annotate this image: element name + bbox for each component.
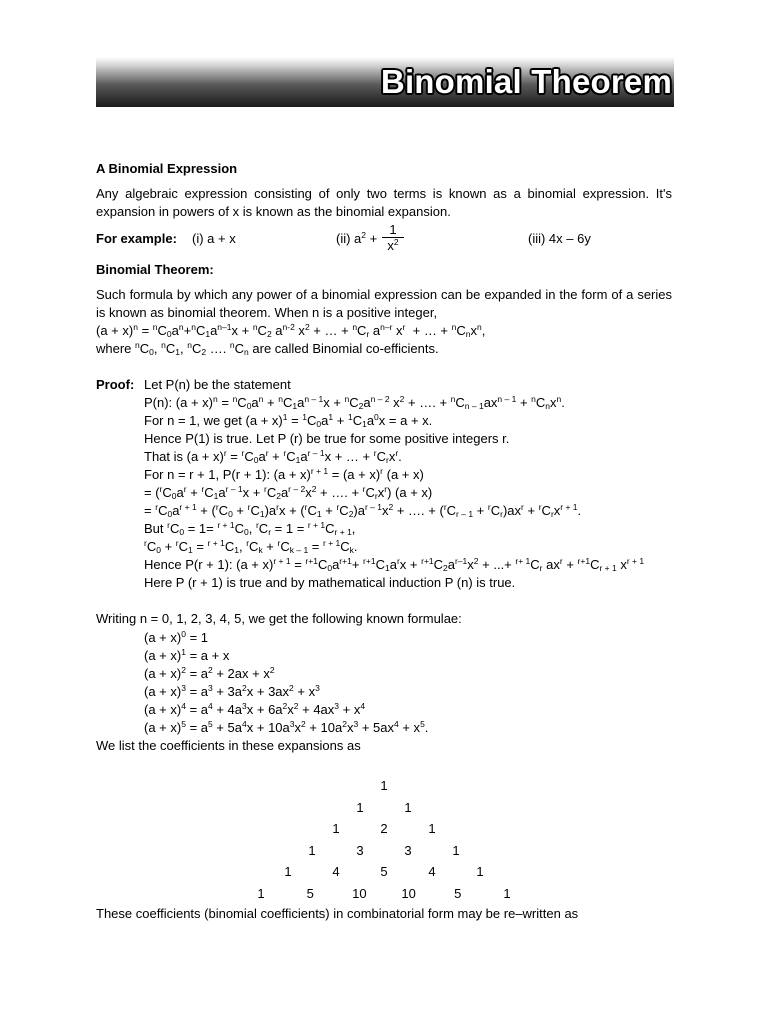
pascal-number: 1 (284, 864, 292, 879)
section-heading-binomial-theorem: Binomial Theorem: (96, 262, 214, 277)
pascal-number: 1 (308, 842, 316, 858)
formulae-intro: Writing n = 0, 1, 2, 3, 4, 5, we get the following known formulae: (96, 611, 462, 626)
proof-line: But $^rC_0 = 1= ^{r + 1}C_0$, $^rC_r = 1 = ^{r + 1}C_{r + 1}$, (144, 520, 356, 537)
example-i: (i) a + x (192, 231, 236, 246)
pascal-number: 1 (503, 885, 511, 901)
pascal-number: 2 (380, 821, 388, 836)
closing-line: These coefficients (binomial coefficients) in combinatorial form may be re–written as (96, 906, 579, 921)
pascal-number: 4 (428, 864, 436, 879)
coefficients-intro: We list the coefficients in these expansions as (96, 738, 361, 753)
formula-line: $(a + x)^n = ^nC_0a^n+^nC_1a^{n-1}x + ^nC_2$ $a^{n-2}$ $x^2$ + … + $^nC_r$ $a^{n-r}$ $x^r$ + … + $^nC_nx^n$, (96, 322, 486, 339)
pascal-number: 3 (404, 842, 412, 858)
proof-line: That is $(a + x)^r = ^rC_0a^r + ^rC_1a^{r - 1}x$ + … + $^rC_rx^r$. (144, 448, 402, 465)
paragraph-line: is known as binomial theorem. When n is a positive integer, (96, 305, 438, 320)
formula-line: $(a + x)^0 = 1$ (144, 629, 208, 645)
pascal-number: 1 (257, 885, 265, 901)
proof-line: Let P(n) be the statement (144, 377, 291, 392)
pascal-number: 5 (306, 885, 314, 901)
proof-line: $^rC_0 + ^rC_1 = ^{r + 1}C_1$, $^rC_k + ^rC_{k - 1} = ^{r + 1}C_k$. (144, 538, 358, 555)
pascal-number: 3 (356, 842, 364, 858)
formula-line: $(a + x)^1 = a + x$ (144, 647, 230, 663)
proof-line: Hence P(1) is true. Let P (r) be true for some positive integers r. (144, 431, 510, 446)
example-iii: (iii) 4x – 6y (528, 231, 591, 246)
pascal-number: 1 (356, 799, 364, 815)
pascal-number: 10 (401, 885, 416, 901)
formula-line: $(a + x)^4 = a^4 + 4a^3x + 6a^2x^2 + 4ax^3 + x^4$ (144, 701, 366, 717)
paragraph-line: Such formula by which any power of a binomial expression can be expanded in the form of a series (96, 287, 672, 302)
example-label: For example: (96, 231, 177, 246)
paragraph-line: Any algebraic expression consisting of only two terms is known as a binomial expression. It's (96, 186, 672, 201)
proof-line: = ($^rC_0a^r + ^rC_1a^{r - 1}x + ^rC_2a^{r - 2}x^2$ + …. + $^rC_rx^r$) (a + x) (144, 484, 433, 501)
section-heading-binomial-expression: A Binomial Expression (96, 161, 238, 176)
proof-line: P(n): $(a + x)^n = ^nC_0a^n + ^nC_1a^{n - 1}x + ^nC_2a^{n - 2}$ $x^2$ + …. + $^nC_{n - 1}ax^{n - 1} + ^nC_nx^n$. (144, 394, 565, 411)
proof-line: For n = r + 1, P(r + 1): $(a + x)^{r + 1} = (a + x)^r$ (a + x) (144, 466, 424, 482)
formula-line: $(a + x)^5 = a^5 + 5a^4x + 10a^3x^2 + 10a^2x^3 + 5ax^4 + x^5$. (144, 719, 429, 735)
formula-line: $(a + x)^2 = a^2 + 2ax + x^2$ (144, 665, 275, 681)
pascal-number: 4 (332, 864, 340, 879)
pascal-number: 1 (452, 842, 460, 858)
proof-line: Here P (r + 1) is true and by mathematical induction P (n) is true. (144, 575, 516, 590)
pascal-number: 1 (404, 799, 412, 815)
pascal-number: 1 (380, 778, 388, 793)
formula-line: where $^nC_0$, $^nC_1$, $^nC_2$ …. $^nC_n$ are called Binomial co-efficients. (96, 340, 439, 357)
proof-line: = $^rC_0a^{r + 1} + (^rC_0 + ^rC_1)a^rx + (^rC_1 + ^rC_2)a^{r - 1}x^2$ + …. + $(^rC_{r - 1} + ^rC_r)ax^r + ^rC_rx^{r + 1}$. (144, 502, 582, 519)
title-banner (96, 57, 674, 107)
proof-label: Proof: (96, 377, 135, 392)
paragraph-line: expansion in powers of x is known as the binomial expansion. (96, 204, 451, 219)
pascal-number: 5 (380, 864, 388, 879)
example-ii: (ii) $a^2$ + (336, 230, 378, 246)
proof-line: Hence P(r + 1): $(a + x)^{r + 1} = ^{r+1}C_0a^{r+1}+ ^{r+1}C_1a^rx + ^{r+1}C_2a^{r-1}x^2$ + ...+ $^{r+ 1}C_r$ $ax^r + ^{r+1}C_{r + 1}$ $x^{r + 1}$ (144, 556, 645, 573)
pascal-number: 5 (454, 885, 462, 901)
pascal-number: 1 (332, 821, 340, 836)
page-title: Binomial Theorem (380, 63, 672, 100)
pascal-number: 1 (476, 864, 484, 879)
pascal-number: 10 (352, 885, 367, 901)
example-ii-fraction: $\frac{1}{x^2}$ (382, 222, 404, 253)
pascal-number: 1 (428, 821, 436, 836)
formula-line: $(a + x)^3 = a^3 + 3a^2x + 3ax^2 + x^3$ (144, 683, 320, 699)
proof-line: For n = 1, we get $(a + x)^1 = ^1C_0a^1 + ^1C_1a^0x = a + x$. (144, 412, 433, 429)
